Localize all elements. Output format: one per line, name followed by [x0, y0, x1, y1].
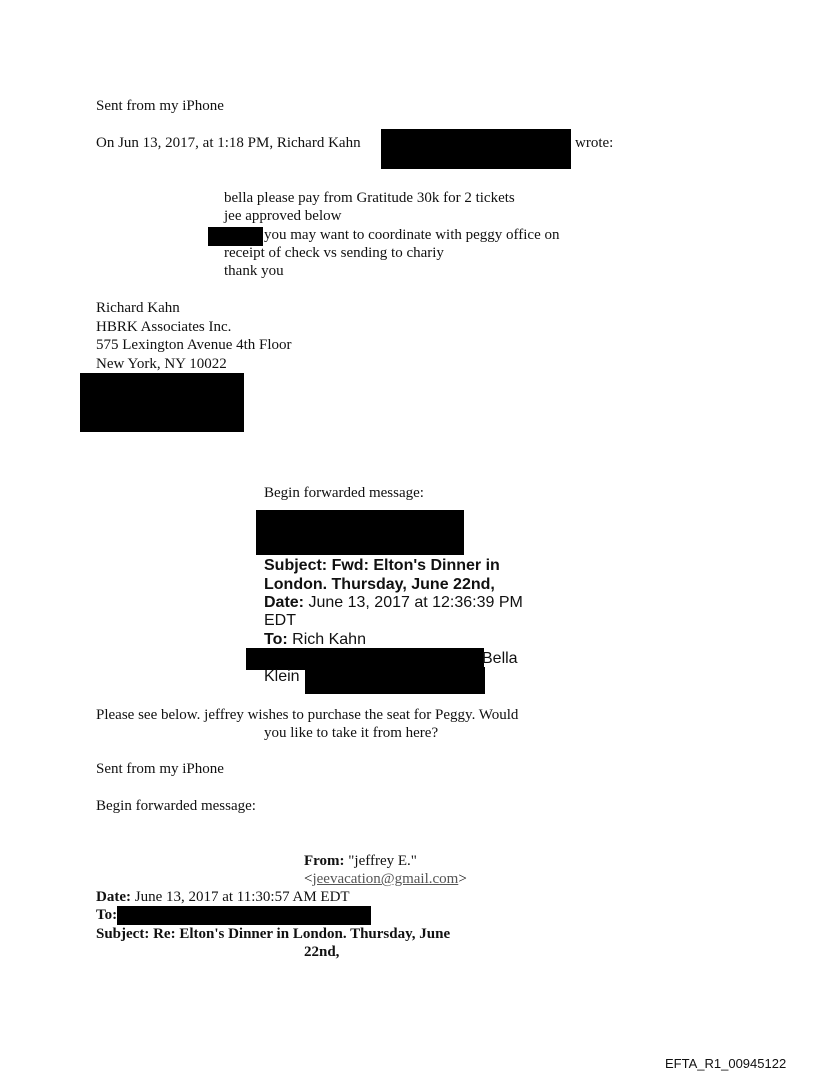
- body-line: you like to take it from here?: [264, 725, 439, 741]
- to-label: To:: [264, 631, 288, 648]
- date-value: June 13, 2017 at 11:30:57 AM EDT: [134, 889, 350, 905]
- forward-date-line: [264, 594, 523, 613]
- date-label: Date:: [264, 594, 305, 611]
- signature-name: Richard Kahn: [96, 300, 180, 316]
- cc-fragment: Klein: [264, 668, 300, 685]
- instruction-line: bella please pay from Gratitude 30k for 2 tickets: [224, 190, 515, 206]
- to-label: To:: [96, 907, 118, 923]
- signature-address: 575 Lexington Avenue 4th Floor: [96, 337, 292, 353]
- subject-value: Fwd: Elton's Dinner in: [331, 557, 500, 574]
- subject-line2: [304, 943, 339, 961]
- forward-date-line2: [264, 612, 296, 631]
- redaction-box: [256, 510, 464, 555]
- angle-close: >: [458, 871, 467, 887]
- on-wrote-suffix: wrote:: [575, 135, 614, 151]
- begin-forwarded-line: Begin forwarded message:: [96, 798, 256, 814]
- redaction-box: [80, 373, 244, 432]
- from-email-link[interactable]: jeevacation@gmail.com: [312, 871, 459, 887]
- on-wrote-prefix: On Jun 13, 2017, at 1:18 PM, Richard Kahn: [96, 135, 361, 151]
- forward-subject-line2: [264, 576, 495, 595]
- subject-value: Subject: Re: Elton's Dinner in London. Thursday, June: [96, 926, 451, 942]
- instruction-line: receipt of check vs sending to chariy: [224, 245, 444, 261]
- instruction-line: you may want to coordinate with peggy office on: [264, 227, 560, 243]
- from-name: "jeffrey E.": [348, 853, 417, 869]
- sent-from-line: Sent from my iPhone: [96, 761, 224, 777]
- from-email-line: [304, 870, 467, 888]
- subject-value-cont: London. Thursday, June 22nd,: [264, 576, 495, 593]
- from-label: From:: [304, 853, 345, 869]
- to-value: Rich Kahn: [292, 631, 366, 648]
- subject-value-cont: 22nd,: [304, 944, 340, 960]
- signature-company: HBRK Associates Inc.: [96, 319, 232, 335]
- subject-line: [96, 925, 450, 943]
- date-line: [96, 888, 350, 906]
- to-line: [96, 906, 117, 924]
- redaction-box: [117, 906, 371, 925]
- body-line: Please see below. jeffrey wishes to purchase the seat for Peggy. Would: [96, 707, 519, 723]
- angle-open: <: [304, 871, 313, 887]
- redaction-box: [381, 129, 571, 169]
- sent-from-line: Sent from my iPhone: [96, 98, 224, 114]
- date-label: Date:: [96, 889, 131, 905]
- from-line: [304, 852, 417, 870]
- date-value-cont: EDT: [264, 612, 296, 629]
- forward-intro: Begin forwarded message:: [264, 485, 424, 501]
- signature-city: New York, NY 10022: [96, 356, 227, 372]
- date-value: June 13, 2017 at 12:36:39 PM: [308, 594, 523, 611]
- subject-label: Subject:: [264, 557, 328, 574]
- forward-subject-line: [264, 557, 500, 576]
- instruction-line: thank you: [224, 263, 284, 279]
- document-id: EFTA_R1_00945122: [665, 1056, 787, 1071]
- forward-to-line: [264, 631, 366, 650]
- redaction-box: [305, 667, 485, 694]
- cc-fragment: Bella: [482, 650, 518, 667]
- instruction-line: jee approved below: [224, 208, 342, 224]
